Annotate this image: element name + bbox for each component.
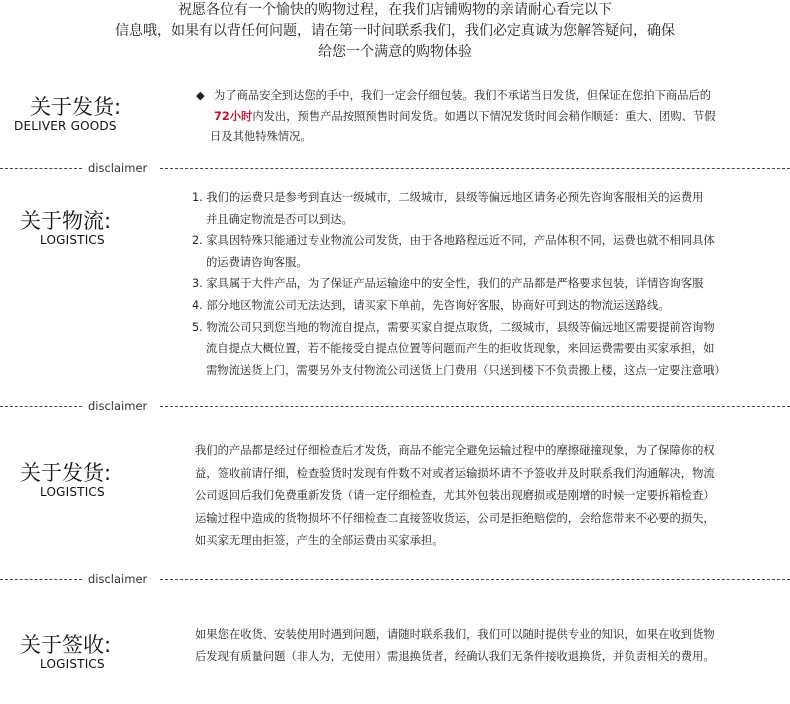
- text-line-content: 内发出，预售产品按照预售时间发货。如遇以下情况发货时间会稍作顺延：重大、团购、节假: [252, 109, 716, 123]
- text-line: 公司返回后我们免费重新发货（请一定仔细检查，尤其外包装出现磨损或是刚增的时候一定要拆箱检查）: [195, 489, 715, 502]
- text-line: 并且确定物流是否可以到达。: [206, 212, 353, 226]
- text-line: [196, 107, 786, 128]
- text-line: 流自提点大概位置，若不能接受自提点位置等问题而产生的拒收货现象，来回运费需要由买家承担，如: [206, 342, 715, 356]
- section-body-receipt: [195, 624, 788, 668]
- section-body-deliver: [196, 86, 786, 148]
- section-body-logistics: [192, 187, 788, 381]
- divider-label: disclaimer: [88, 572, 148, 586]
- section-title-receipt: [20, 633, 170, 672]
- text-line: 5. 物流公司只到您当地的物流自提点，需要买家自提点取货，二级城市，县级等偏远地区需要提前咨询物: [192, 320, 715, 334]
- text-line: [196, 86, 786, 107]
- disclaimer-divider: [0, 399, 790, 413]
- divider-line-right: [160, 168, 790, 169]
- section-title-shipping: [20, 461, 170, 500]
- section-body-shipping: [195, 440, 788, 553]
- text-line-content: 为了商品安全到达您的手中，我们一定会仔细包装。我们不承诺当日发货，但保证在您拍下商品后的: [214, 89, 712, 102]
- text-line: 的运费请咨询客服。: [206, 255, 308, 269]
- divider-label: disclaimer: [88, 399, 148, 413]
- text-line: 1. 我们的运费只是参考到直达一级城市，二级城市，县级等偏远地区请务必预先咨询客服相关的运费用: [192, 191, 704, 204]
- text-line: 我们的产品都是经过仔细检查后才发货，商品不能完全避免运输过程中的摩擦碰撞现象，为了保障你的权: [195, 444, 715, 457]
- text-line: 需物流送货上门，需要另外支付物流公司送货上门费用（只送到楼下不负责搬上楼，这点一定要注意哦）: [206, 363, 726, 377]
- section-title-en: LOGISTICS: [40, 485, 105, 499]
- section-title-cn: 关于发货:: [20, 461, 112, 485]
- text-line: 日及其他特殊情况。: [210, 130, 312, 143]
- disclaimer-divider: [0, 572, 790, 586]
- divider-line-left: [0, 579, 82, 580]
- section-title-deliver: [14, 95, 164, 134]
- section-title-en: DELIVER GOODS: [14, 119, 117, 133]
- divider-label: disclaimer: [88, 161, 148, 175]
- text-line: 后发现有质量问题（非人为，无使用）需退换货者，经确认我们无条件接收退换货，并负责相关的费用。: [195, 650, 715, 663]
- divider-line-right: [160, 406, 790, 407]
- section-title-en: LOGISTICS: [40, 233, 105, 247]
- disclaimer-divider: [0, 161, 790, 175]
- text-line: 2. 家具因特殊只能通过专业物流公司发货，由于各地路程远近不同，产品体积不同，运费也就不相同具体: [192, 234, 715, 248]
- divider-line-right: [160, 579, 790, 580]
- text-line: 益，签收前请仔细，检查验货时发现有件数不对或者运输损坏请不予签收并及时联系我们沟通解决，物流: [195, 466, 715, 480]
- intro-line: 信息哦，如果有以背任何问题，请在第一时间联系我们，我们必定真诚为您解答疑问，确保: [115, 23, 675, 39]
- text-line: 3. 家具属于大件产品，为了保证产品运输途中的安全性，我们的产品都是严格要求包装，详情咨询客服: [192, 277, 704, 291]
- intro-line: 祝愿各位有一个愉快的购物过程，在我们店铺购物的亲请耐心看完以下: [178, 2, 612, 18]
- divider-line-left: [0, 406, 82, 407]
- divider-line-left: [0, 168, 82, 169]
- highlight-72-hours: 72小时: [214, 109, 253, 123]
- diamond-bullet-icon: ◆: [196, 89, 205, 102]
- section-title-en: LOGISTICS: [40, 657, 105, 671]
- text-line: 如买家无理由拒签，产生的全部运费由买家承担。: [195, 534, 444, 547]
- section-title-cn: 关于物流:: [20, 209, 112, 233]
- text-line: 4. 部分地区物流公司无法达到，请买家下单前，先咨询好客服，协商好可到达的物流运送路线。: [192, 298, 670, 312]
- section-title-logistics: [20, 209, 170, 248]
- section-title-cn: 关于发货:: [30, 95, 122, 119]
- text-line: 运输过程中造成的货物损坏不仔细检查二直接签收货运，公司是拒绝赔偿的，会给您带来不必要的损失，: [195, 511, 715, 525]
- intro-line: 给您一个满意的购物体验: [318, 44, 472, 60]
- text-line: 如果您在收货、安装使用时遇到问题，请随时联系我们，我们可以随时提供专业的知识，如果在收到货物: [195, 628, 715, 641]
- section-title-cn: 关于签收:: [20, 633, 112, 657]
